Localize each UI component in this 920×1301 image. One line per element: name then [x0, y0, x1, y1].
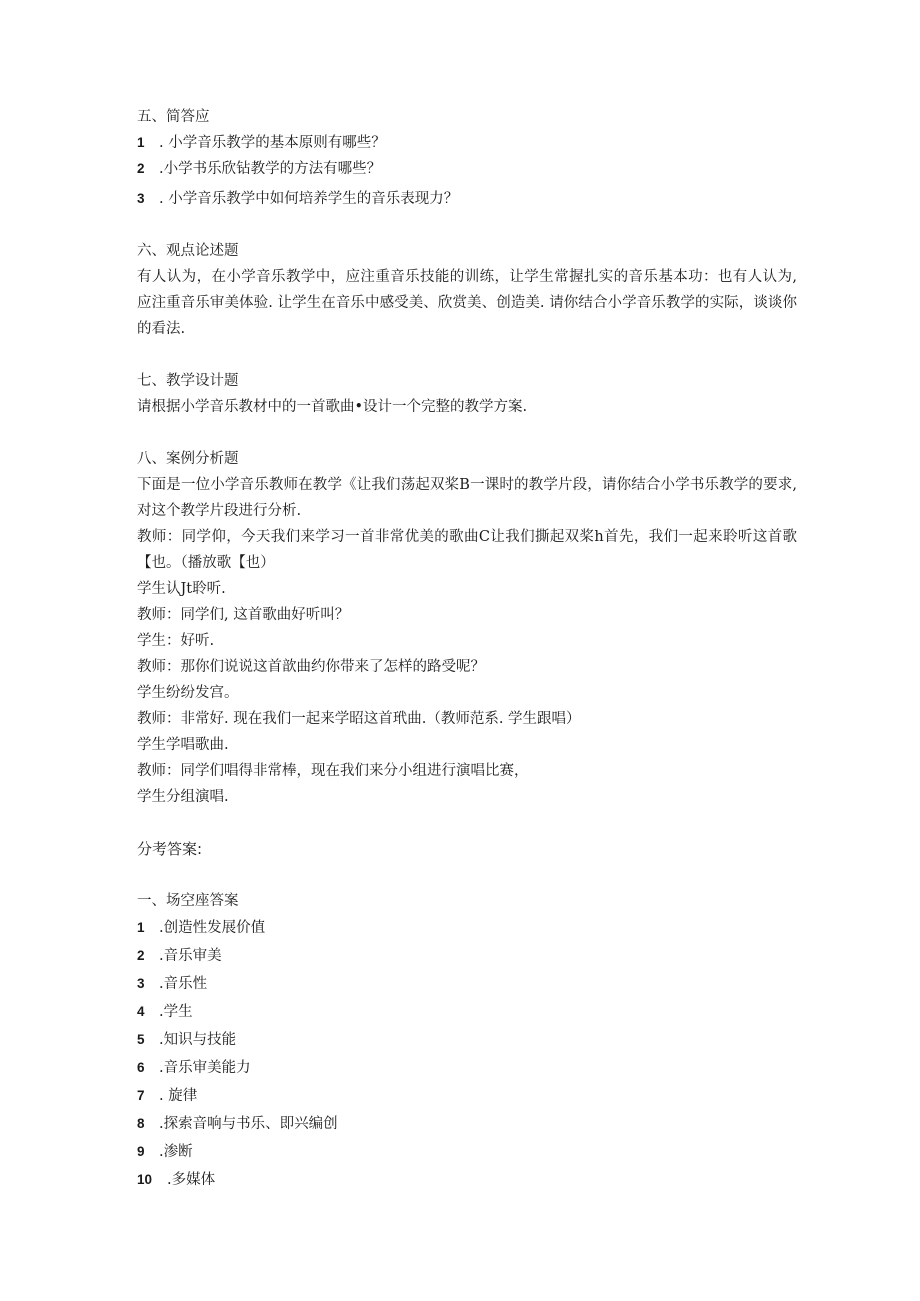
- section6-title: 六、观点论述题: [137, 243, 239, 259]
- question-number: 2: [137, 161, 145, 176]
- question-number: 3: [137, 191, 145, 206]
- answer-item: [137, 1138, 797, 1166]
- dialogue-line: 教师：同学们, 这首歌曲好听叫？: [137, 607, 350, 623]
- answer-item: [137, 1026, 797, 1054]
- answer-item: [137, 1110, 797, 1138]
- section8-intro: 下面是一位小学音乐教师在教学《让我们荡起双桨B一课时的教学片段，请你结合小学书乐教学的要求, 对这个教学片段进行分析.: [137, 477, 797, 519]
- answer-number: 5: [137, 1032, 145, 1047]
- section6-body: 有人认为，在小学音乐教学中，应注重音乐技能的训练，让学生常握扎实的音乐基本功：也有人认为, 应注重音乐审美体验. 让学生在音乐中感受美、欣赏美、创造美. 请你结合小学音乐教学的实际，谈谈你的看法.: [137, 269, 797, 337]
- answer-item: [137, 942, 797, 970]
- answer-text: .多媒体: [167, 1172, 216, 1188]
- answer-text: .创造性发展价值: [159, 920, 266, 936]
- answer-number: 8: [137, 1116, 145, 1131]
- answer-item: [137, 1054, 797, 1082]
- answer-item: [137, 998, 797, 1026]
- answer-text: .探索音响与书乐、即兴编创: [159, 1116, 338, 1132]
- answer-text: . 旋律: [159, 1088, 198, 1104]
- section5-title: 五、简答应: [137, 109, 210, 125]
- answer-number: 9: [137, 1144, 145, 1159]
- dialogue-line: 教师：那你们说说这首歆曲约你带来了怎样的路受呢？: [137, 659, 485, 675]
- answer-number: 6: [137, 1060, 145, 1075]
- dialogue-line: 学生学唱歌曲.: [137, 737, 229, 753]
- answer-text: .音乐审美: [159, 948, 222, 964]
- answers-title: 分考答案:: [137, 840, 203, 858]
- dialogue-line: 教师：同学仰，今天我们来学习一首非常优美的歌曲C让我们撕起双桨h首先，我们一起来聆听这首歌【也。（播放歌【也）: [137, 529, 797, 571]
- section7-body: 请根据小学音乐教材中的一首歌曲•设计一个完整的教学方案.: [137, 399, 528, 415]
- answer-number: 7: [137, 1088, 145, 1103]
- question-item: [137, 186, 797, 212]
- answer-text: .音乐审美能力: [159, 1060, 251, 1076]
- section8-title: 八、案例分析题: [137, 451, 239, 467]
- answer-item: [137, 1166, 797, 1194]
- answer-number: 3: [137, 976, 145, 991]
- dialogue-line: 学生认Jt聆听.: [137, 581, 226, 597]
- question-item: [137, 130, 797, 156]
- answers-section1-title: 一、场空座答案: [137, 893, 239, 909]
- dialogue-line: 教师：非常好. 现在我们一起来学昭这首玳曲.（教师范系. 学生跟唱）: [137, 711, 581, 727]
- answer-item: [137, 914, 797, 942]
- section7-title: 七、教学设计题: [137, 373, 239, 389]
- dialogue-line: 学生：好听.: [137, 633, 215, 649]
- answer-number: 4: [137, 1004, 145, 1019]
- document-page: [137, 104, 797, 1194]
- question-item: [137, 156, 797, 182]
- question-text: . 小学音乐教学的基本原则有哪些？: [159, 135, 386, 151]
- answer-text: .音乐性: [159, 976, 208, 992]
- answer-item: [137, 1082, 797, 1110]
- question-number: 1: [137, 135, 145, 150]
- question-text: .小学书乐欣钻教学的方法有哪些？: [159, 161, 382, 177]
- dialogue-line: 学生分组演唱.: [137, 789, 229, 805]
- answer-item: [137, 970, 797, 998]
- answer-text: .渗断: [159, 1144, 193, 1160]
- answer-number: 1: [137, 920, 145, 935]
- answer-text: .知识与技能: [159, 1032, 237, 1048]
- dialogue-line: 学生纷纷发宫。: [137, 685, 239, 701]
- answer-number: 2: [137, 948, 145, 963]
- answer-text: .学生: [159, 1004, 193, 1020]
- question-text: . 小学音乐教学中如何培养学生的音乐表现力？: [159, 191, 459, 207]
- dialogue-line: 教师：同学们唱得非常棒，现在我们来分小组进行演唱比赛，: [137, 763, 529, 779]
- answer-number: 10: [137, 1172, 153, 1187]
